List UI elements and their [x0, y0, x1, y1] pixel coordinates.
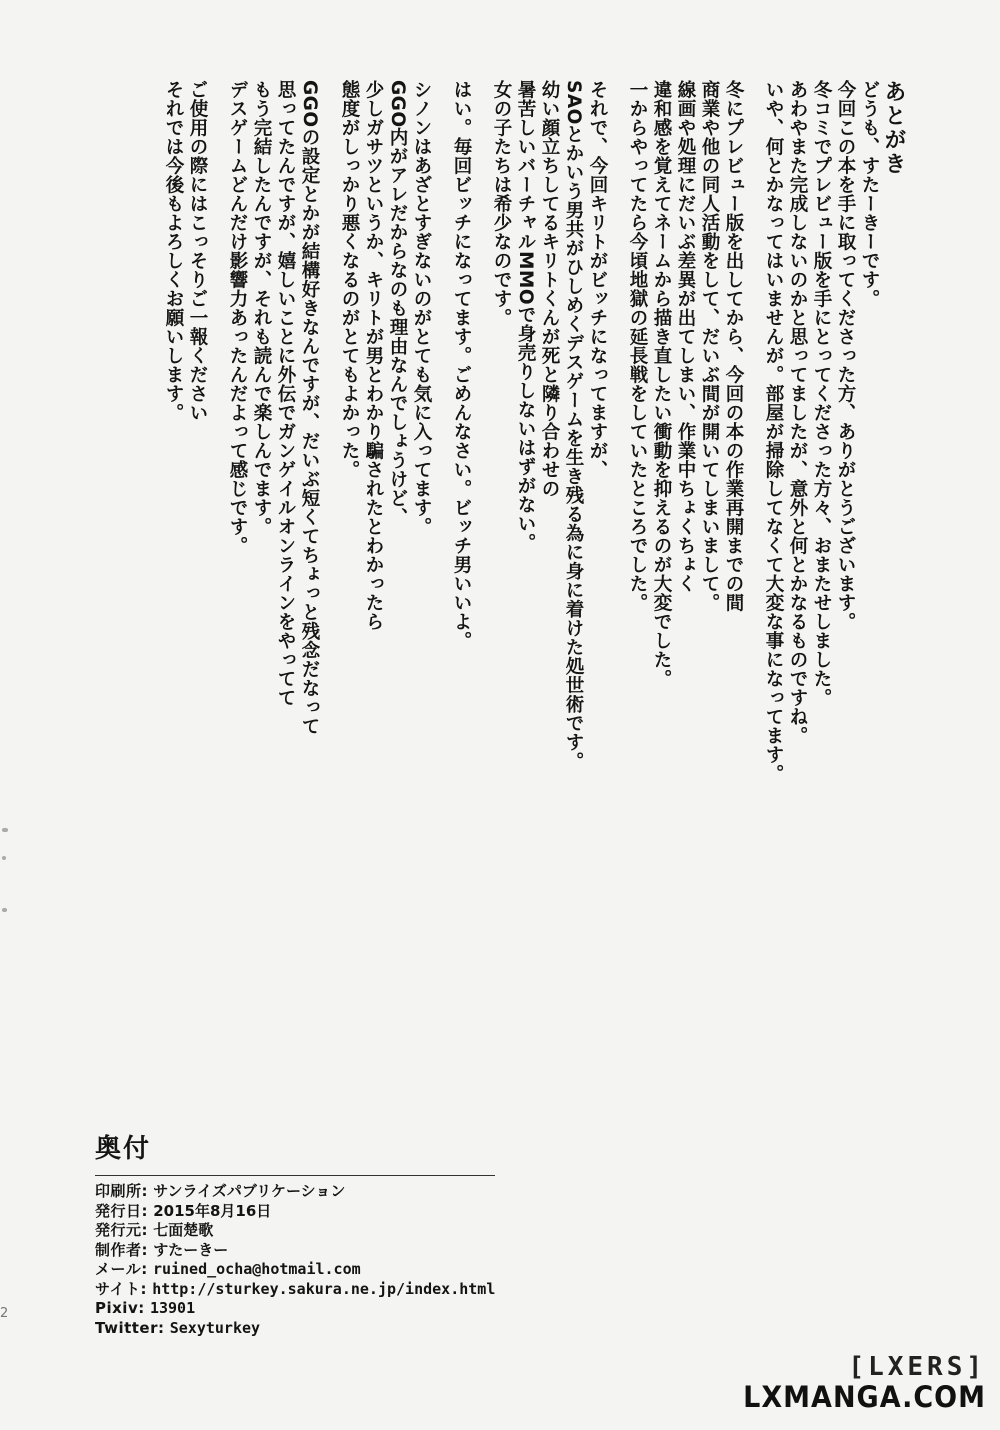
afterword-line: 一からやってたら今頃地獄の延長戦をしていたところでした。: [627, 80, 648, 612]
colophon-row: [95, 1182, 495, 1202]
afterword-line: ご使用の際にはこっそりご一報ください: [187, 80, 208, 422]
afterword-line: 今回この本を手に取ってくださった方、ありがとうございます。: [835, 80, 856, 631]
afterword-line: それで、今回キリトがビッチになってますが、: [587, 80, 608, 479]
afterword-section: [161, 80, 905, 850]
colophon-label: サイト:: [95, 1279, 147, 1298]
colophon-row: [95, 1202, 495, 1222]
afterword-line: GGOの設定とかが結構好きなんですが、だいぶ短くてちょっと残念だなって: [299, 80, 320, 736]
afterword-line: 冬コミでプレビュー版を手にとってくださった方々、おまたせしました。: [811, 80, 832, 707]
afterword-line: 違和感を覚えてネームから描き直したい衝動を抑えるのが大変でした。: [651, 80, 672, 688]
afterword-line: どうも、すたーきーです。: [859, 80, 880, 308]
afterword-line: はい。毎回ビッチになってます。ごめんなさい。ビッチ男いいよ。: [451, 80, 472, 650]
afterword-line: 冬にプレビュー版を出してから、今回の本の作業再開までの間: [723, 80, 744, 612]
colophon-value: 七面楚歌: [153, 1221, 214, 1239]
colophon-value: http://sturkey.sakura.ne.jp/index.html: [152, 1279, 496, 1298]
afterword-line: 暑苦しいバーチャルMMOで身売りしないはずがない。: [515, 80, 536, 553]
colophon-title: 奥付: [95, 1134, 152, 1164]
colophon-label: メール:: [95, 1260, 148, 1278]
afterword-line: 思ってたんですが、嬉しいことに外伝でガンゲイルオンラインをやってて: [275, 80, 296, 707]
paragraph-gap: [473, 80, 489, 850]
colophon-row: [95, 1260, 495, 1280]
scan-speck: [2, 856, 6, 860]
colophon-value: 2015年8月16日: [153, 1201, 272, 1220]
afterword-line: シノンはあざとすぎないのがとても気に入ってます。: [411, 80, 432, 536]
page-number: 2: [0, 1306, 9, 1321]
colophon-label: 印刷所:: [95, 1182, 148, 1200]
afterword-line: いや、何とかなってはいませんが。部屋が掃除してなくて大変な事になってます。: [763, 80, 784, 783]
colophon-value: すたーきー: [153, 1240, 229, 1259]
colophon-row: [95, 1319, 495, 1339]
afterword-line: 商業や他の同人活動をして、だいぶ間が開いてしまいまして。: [699, 80, 720, 612]
scan-speck: [2, 828, 8, 832]
colophon-label: 発行元:: [95, 1221, 148, 1239]
paragraph-gap: [609, 80, 625, 850]
afterword-line: 少しガサツというか、キリトが男とわかり騙されたとわかったら: [363, 80, 384, 631]
afterword-line: 態度がしっかり悪くなるのがとてもよかった。: [339, 80, 360, 479]
watermark-line1: [LXERS]: [848, 1352, 986, 1382]
colophon-value: 13901: [149, 1299, 196, 1317]
paragraph-gap: [209, 80, 225, 850]
afterword-line: SAOとかいう男共がひしめくデスゲームを生き残る為に身に着けた処世術です。: [563, 80, 584, 771]
colophon-value: サンライズパブリケーション: [153, 1182, 346, 1200]
colophon-label: Pixiv:: [95, 1299, 145, 1317]
afterword-line: 線画や処理にだいぶ差異が出てしまい、作業中ちょくちょく: [675, 80, 696, 593]
colophon-section: [95, 1128, 495, 1338]
colophon-label: 発行日:: [95, 1201, 148, 1220]
watermark-logo: [743, 1352, 986, 1420]
afterword-line: デスゲームどんだけ影響力あったんだよって感じです。: [227, 80, 248, 555]
colophon-rows: [95, 1182, 495, 1338]
colophon-label: Twitter:: [95, 1318, 165, 1337]
paragraph-gap: [433, 80, 449, 850]
afterword-title: あとがき: [881, 80, 906, 176]
colophon-row: [95, 1280, 495, 1300]
colophon-row: [95, 1299, 495, 1319]
afterword-line: それでは今後もよろしくお願いします。: [163, 80, 184, 422]
paragraph-gap: [321, 80, 337, 850]
colophon-row: [95, 1241, 495, 1261]
colophon-value: Sexyturkey: [169, 1318, 261, 1337]
afterword-line: GGO内がアレだからなのも理由なんでしょうけど、: [387, 80, 408, 527]
afterword-line: 幼い顔立ちしてるキリトくんが死と隣り合わせの: [539, 80, 560, 498]
watermark-line2: LXMANGA.COM: [743, 1380, 986, 1415]
paragraph-gap: [745, 80, 761, 850]
afterword-line: 女の子たちは希少なのです。: [491, 80, 512, 327]
afterword-line: あわやまた完成しないのかと思ってましたが、意外と何とかなるものですね。: [787, 80, 808, 745]
colophon-row: [95, 1221, 495, 1241]
scan-speck: [2, 908, 7, 912]
colophon-divider: [95, 1175, 495, 1176]
colophon-value: ruined_ocha@hotmail.com: [152, 1260, 361, 1278]
colophon-label: 制作者:: [95, 1240, 148, 1259]
afterword-line: もう完結したんですが、それも読んで楽しんでます。: [251, 80, 272, 536]
